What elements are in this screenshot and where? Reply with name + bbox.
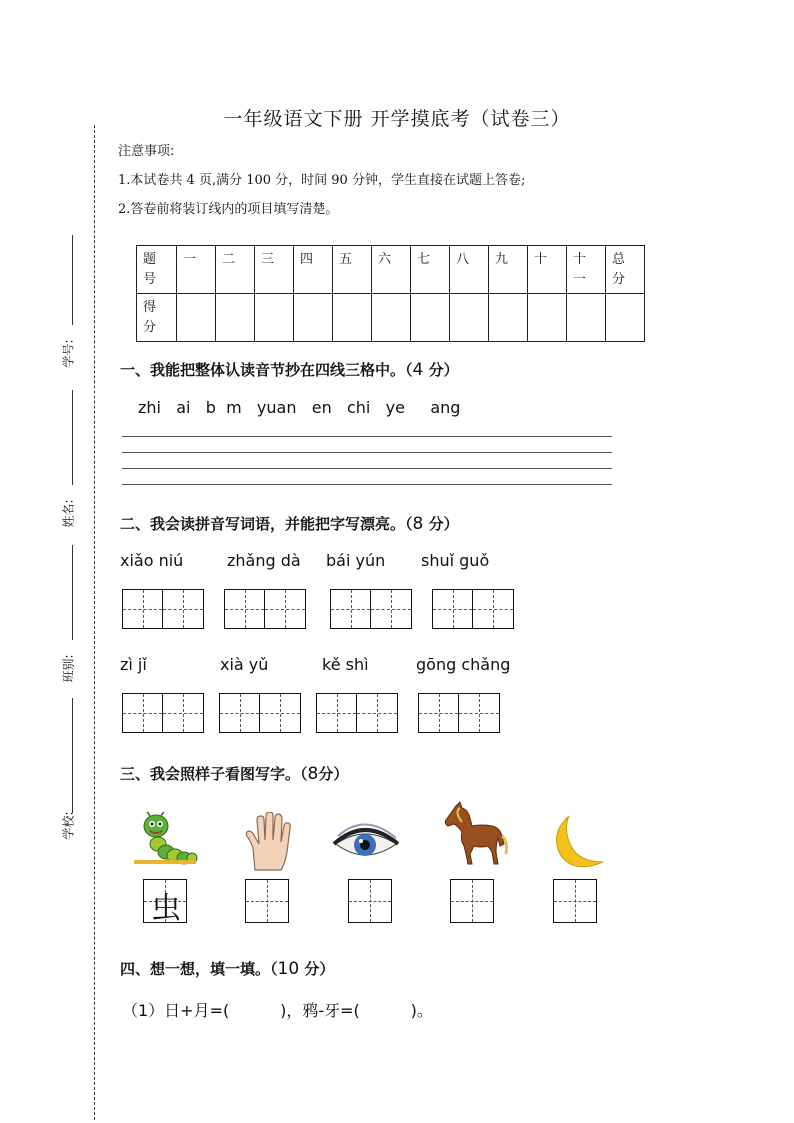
score-cell[interactable]: [216, 294, 255, 342]
note-line-2: 2.答卷前将装订线内的项目填写清楚。: [118, 202, 339, 217]
pinyin-word-5: zì jǐ: [120, 655, 147, 674]
character-box[interactable]: [553, 879, 597, 923]
score-table: [136, 245, 645, 342]
score-cell[interactable]: [606, 294, 645, 342]
pinyin-word-2: zhǎng dà: [227, 551, 301, 570]
example-character: 虫: [151, 891, 181, 926]
notes-heading: 注意事项:: [118, 144, 175, 159]
score-cell[interactable]: [294, 294, 333, 342]
score-table-score-row: [137, 294, 645, 342]
student-id-label: 学号:: [61, 339, 76, 368]
character-box[interactable]: [348, 879, 392, 923]
character-box[interactable]: [450, 879, 494, 923]
pinyin-word-8: gōng chǎng: [416, 655, 511, 674]
binding-line: [94, 125, 95, 1120]
score-cell[interactable]: [372, 294, 411, 342]
note-line-1: 1.本试卷共 4 页,满分 100 分，时间 90 分钟，学生直接在试题上答卷;: [118, 173, 526, 188]
school-field-line[interactable]: [72, 698, 73, 813]
column-4: 四: [294, 246, 333, 294]
four-line-4[interactable]: [122, 484, 612, 485]
column-1: 一: [177, 246, 216, 294]
student-id-field-line[interactable]: [72, 235, 73, 325]
class-label: 班别:: [61, 654, 76, 683]
column-10: 十: [528, 246, 567, 294]
eye-icon: [330, 812, 400, 872]
score-cell[interactable]: [489, 294, 528, 342]
class-field-line[interactable]: [72, 545, 73, 640]
section-3-heading: 三、我会照样子看图写字。（8分）: [120, 764, 349, 784]
writing-box-pair[interactable]: [432, 589, 514, 629]
moon-icon: [543, 812, 613, 872]
name-label: 姓名:: [61, 499, 76, 528]
score-row-label: 得 分: [137, 294, 177, 342]
four-line-2[interactable]: [122, 452, 612, 453]
column-8: 八: [450, 246, 489, 294]
pinyin-word-3: bái yún: [326, 551, 386, 570]
character-box-example: [143, 879, 187, 926]
column-total: 总 分: [606, 246, 645, 294]
column-9: 九: [489, 246, 528, 294]
writing-box-pair[interactable]: [330, 589, 412, 629]
score-cell[interactable]: [528, 294, 567, 342]
caterpillar-icon: [128, 812, 198, 872]
score-cell[interactable]: [450, 294, 489, 342]
score-table-header-row: [137, 246, 645, 294]
column-7: 七: [411, 246, 450, 294]
column-2: 二: [216, 246, 255, 294]
table-header-label: 题 号: [137, 246, 177, 294]
pinyin-word-7: kě shì: [322, 655, 369, 674]
writing-box-pair[interactable]: [122, 589, 204, 629]
name-field-line[interactable]: [72, 390, 73, 485]
pinyin-word-6: xià yǔ: [220, 655, 269, 674]
score-cell[interactable]: [411, 294, 450, 342]
hand-icon: [237, 812, 307, 872]
writing-box-pair[interactable]: [122, 693, 204, 733]
column-3: 三: [255, 246, 294, 294]
section-1-syllables: zhi ai b m yuan en chi ye ang: [138, 398, 461, 417]
pinyin-word-1: xiǎo niú: [120, 551, 184, 570]
character-box[interactable]: [245, 879, 289, 923]
section-1-heading: 一、我能把整体认读音节抄在四线三格中。（4 分）: [120, 360, 459, 380]
horse-icon: [438, 800, 510, 868]
score-cell[interactable]: [333, 294, 372, 342]
school-label: 学校:: [61, 811, 76, 840]
section-4-heading: 四、想一想，填一填。（10 分）: [120, 959, 335, 979]
pinyin-word-4: shuǐ guǒ: [421, 551, 490, 570]
score-cell[interactable]: [255, 294, 294, 342]
section-4-question-1[interactable]: （1）日+月=( )，鸦-牙=( )。: [122, 1001, 433, 1020]
section-2-heading: 二、我会读拼音写词语，并能把字写漂亮。（8 分）: [120, 514, 459, 534]
column-6: 六: [372, 246, 411, 294]
four-line-1[interactable]: [122, 436, 612, 437]
writing-box-pair[interactable]: [219, 693, 301, 733]
writing-box-pair[interactable]: [224, 589, 306, 629]
column-11: 十 一: [567, 246, 606, 294]
writing-box-pair[interactable]: [316, 693, 398, 733]
page-title: 一年级语文下册 开学摸底考（试卷三）: [223, 108, 571, 130]
score-cell[interactable]: [177, 294, 216, 342]
four-line-3[interactable]: [122, 468, 612, 469]
writing-box-pair[interactable]: [418, 693, 500, 733]
score-cell[interactable]: [567, 294, 606, 342]
column-5: 五: [333, 246, 372, 294]
